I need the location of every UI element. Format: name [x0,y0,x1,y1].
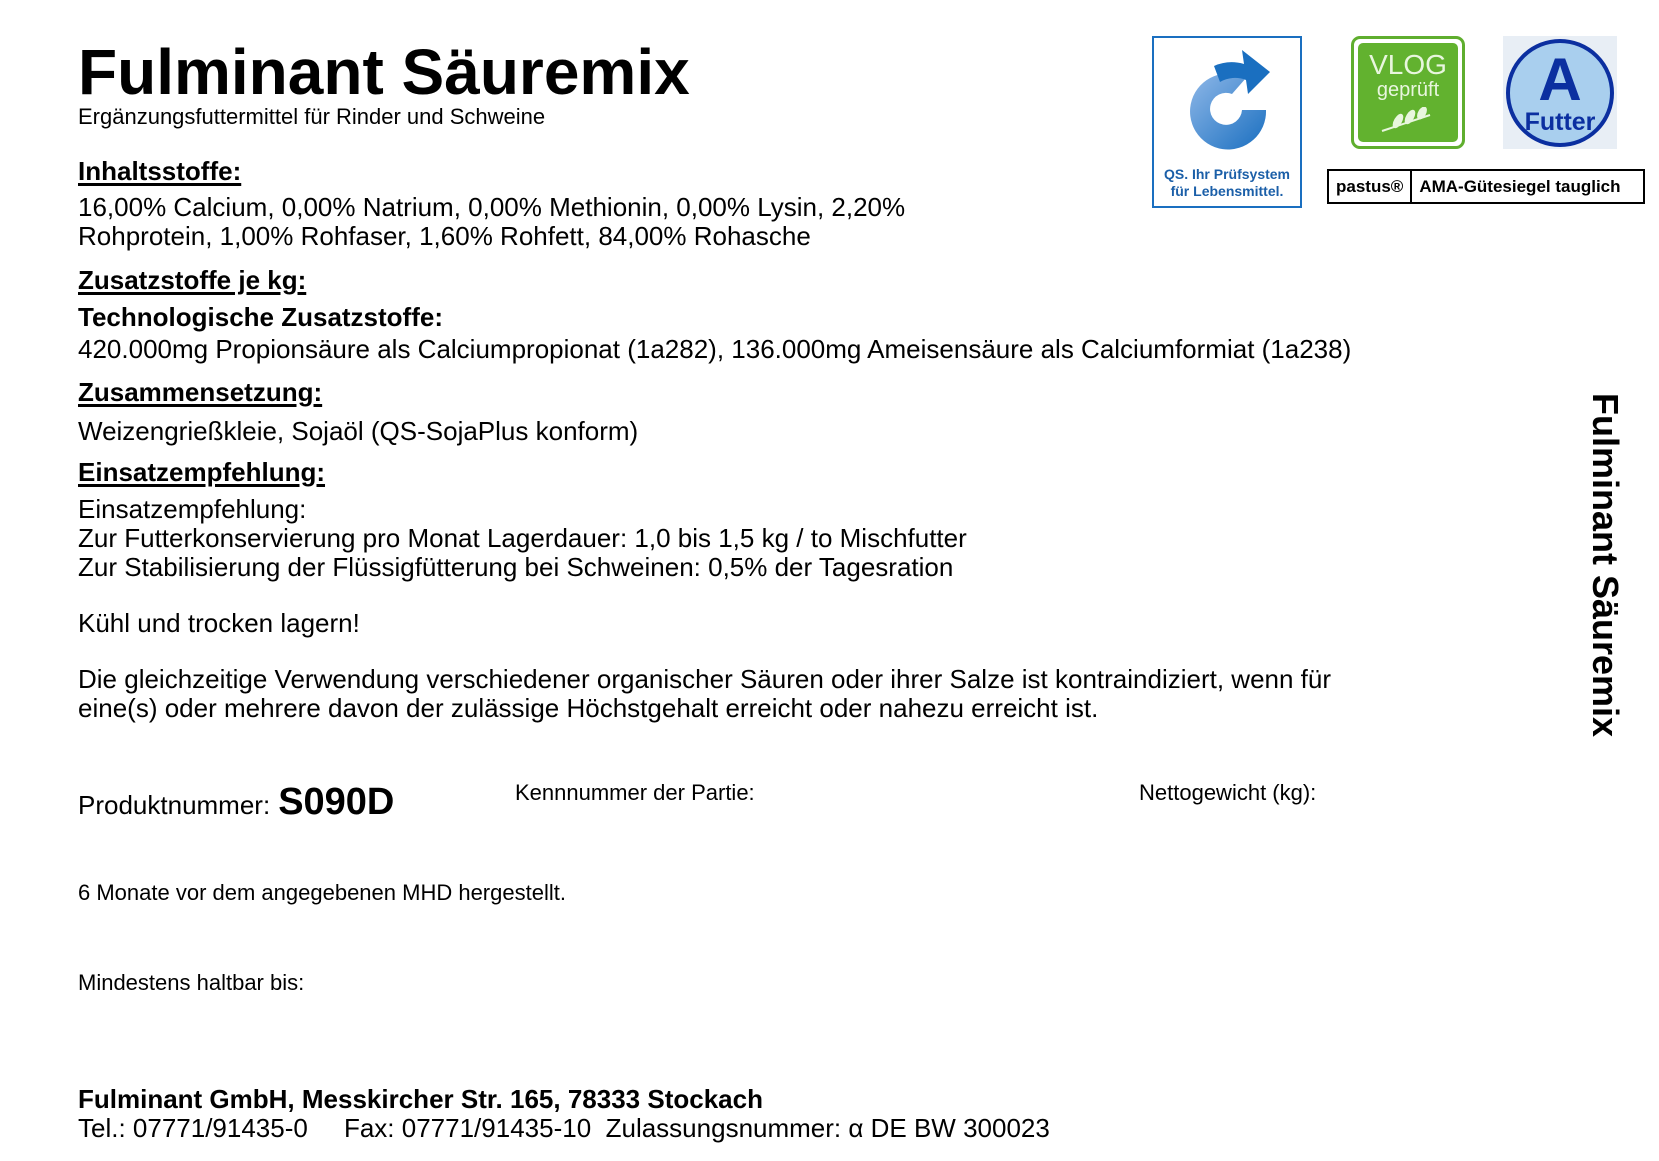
qs-line1: QS. Ihr Prüfsystem [1163,166,1291,182]
product-number [78,783,394,821]
zusammensetzung-heading: Zusammensetzung: [78,377,323,407]
einsatzempfehlung-heading: Einsatzempfehlung: [78,457,326,487]
inhaltsstoffe-line: Rohprotein, 1,00% Rohfaser, 1,60% Rohfett, 84,00% Rohasche [78,221,811,251]
qs-line2: für Lebensmittel. [1170,183,1284,199]
vlog-text: VLOG [1369,49,1447,80]
zusammensetzung-text: Weizengrießkleie, Sojaöl (QS-SojaPlus konform) [78,416,639,446]
company-address: Fulminant GmbH, Messkircher Str. 165, 78333 Stockach [78,1084,763,1114]
vlog-logo [1351,36,1465,149]
product-subtitle: Ergänzungsfuttermittel für Rinder und Schweine [78,104,546,129]
einsatz-line: Einsatzempfehlung: [78,494,307,524]
a-futter-letter: A [1538,46,1582,113]
batch-number-label: Kennnummer der Partie: [515,780,755,805]
inhaltsstoffe-line: 16,00% Calcium, 0,00% Natrium, 0,00% Methionin, 0,00% Lysin, 2,20% [78,192,906,222]
qs-arrow-icon [1154,38,1300,166]
ama-label: AMA-Gütesiegel tauglich [1419,176,1621,196]
product-title: Fulminant Säuremix [78,36,690,108]
einsatzempfehlung-text [78,495,967,582]
zusatzstoffe-text: 420.000mg Propionsäure als Calciumpropionat (1a282), 136.000mg Ameisensäure als Calciumformiat (1a238) [78,334,1352,364]
produced-note: 6 Monate vor dem angegebenen MHD hergestellt. [78,880,566,905]
pastus-ama-badge [1327,169,1645,204]
a-futter-word: Futter [1524,108,1596,136]
inhaltsstoffe-heading: Inhaltsstoffe: [78,156,242,186]
technologische-zusatzstoffe-heading: Technologische Zusatzstoffe: [78,302,443,332]
pastus-label: pastus® [1329,171,1412,202]
warning-line: eine(s) oder mehrere davon der zulässige Höchstgehalt erreicht oder nahezu erreicht ist. [78,693,1099,723]
warning-line: Die gleichzeitige Verwendung verschiedener organischer Säuren oder ihrer Salze ist kontraindiziert, wenn für [78,664,1332,694]
product-number-label: Produktnummer: [78,790,271,820]
einsatz-line: Zur Stabilisierung der Flüssigfütterung bei Schweinen: 0,5% der Tagesration [78,552,954,582]
warning-text [78,665,1331,723]
vlog-subtext: geprüft [1376,79,1440,101]
product-number-value: S090D [278,781,395,823]
wheat-icon [1380,107,1436,133]
inhaltsstoffe-text [78,193,905,251]
a-futter-emblem-icon [1503,36,1617,149]
qs-logo [1152,36,1302,208]
company-contact: Tel.: 07771/91435-0 Fax: 07771/91435-10 Zulassungsnummer: α DE BW 300023 [78,1113,1050,1143]
side-title: Fulminant Säuremix [1585,392,1626,738]
best-before-label: Mindestens haltbar bis: [78,970,305,995]
storage-note: Kühl und trocken lagern! [78,608,360,638]
a-futter-logo [1503,36,1617,149]
zusatzstoffe-heading: Zusatzstoffe je kg: [78,265,307,295]
net-weight-label: Nettogewicht (kg): [1139,780,1317,805]
einsatz-line: Zur Futterkonservierung pro Monat Lagerdauer: 1,0 bis 1,5 kg / to Mischfutter [78,523,967,553]
